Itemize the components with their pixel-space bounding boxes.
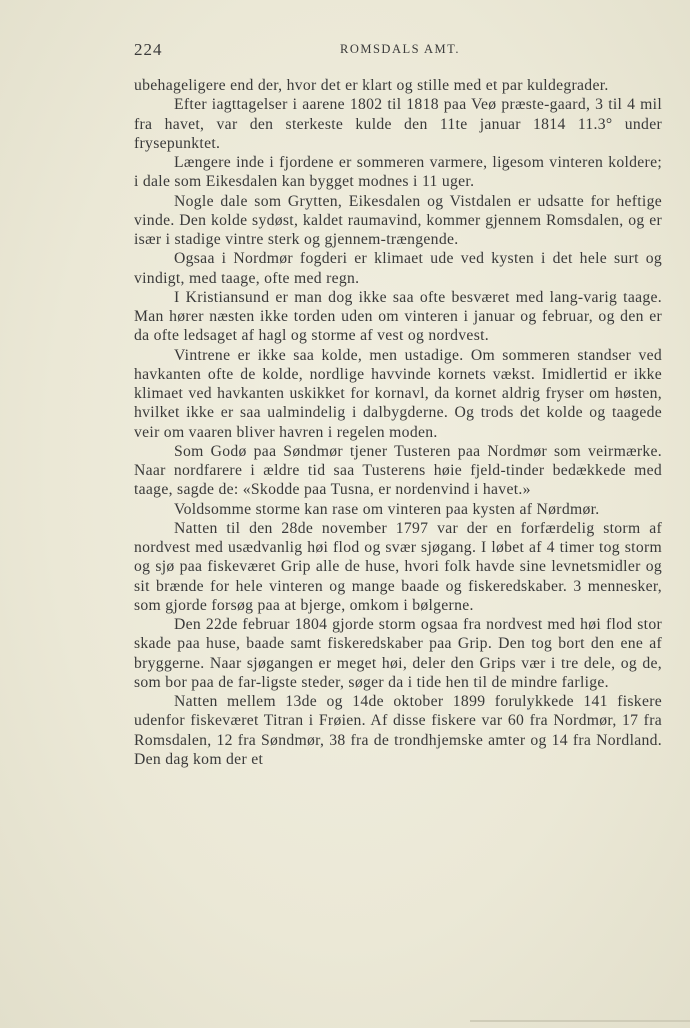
paragraph: Efter iagttagelser i aarene 1802 til 1818 paa Veø præste-gaard, 3 til 4 mil fra havet, var den sterkeste kulde den 11te januar 1814 11.3° under frysepunktet. bbox=[134, 96, 662, 152]
paragraph: Længere inde i fjordene er sommeren varmere, ligesom vinteren koldere; i dale som Eikesdalen kan bygget modnes i 11 uger. bbox=[134, 154, 662, 191]
paragraph: Natten til den 28de november 1797 var der en forfærdelig storm af nordvest med usædvanlig høi flod og svær sjøgang. I løbet af 4 timer tog storm og sjø paa fiskeværet Grip alle de huse, hvori folk havde sine levnetsmidler og sit brænde for hele vinteren og mange baade og fiskeredskaber. 3 mennesker, som gjorde forsøg paa at bjerge, omkom i bølgerne. bbox=[134, 519, 662, 614]
paragraph: Ogsaa i Nordmør fogderi er klimaet ude ved kysten i det hele surt og vindigt, med taage, ofte med regn. bbox=[134, 250, 662, 287]
page-edge-rule bbox=[470, 1020, 690, 1022]
paragraph: Den 22de februar 1804 gjorde storm ogsaa fra nordvest med høi flod stor skade paa huse, baade samt fiskeredskaber paa Grip. Den tog bort den ene af bryggerne. Naar sjøgangen er meget høi, deler den Grips vær i tre dele, og de, som bor paa de far-ligste steder, søger da i tide hen til de mindre farlige. bbox=[134, 616, 662, 691]
paragraph: Voldsomme storme kan rase om vinteren paa kysten af Nørdmør. bbox=[174, 500, 600, 518]
paragraph: Natten mellem 13de og 14de oktober 1899 forulykkede 141 fiskere udenfor fiskeværet Titran i Frøien. Af disse fiskere var 60 fra Nordmør, 17 fra Romsdalen, 12 fra Søndmør, 38 fra de trondhjemske amter og 14 fra Nordland. Den dag kom der et bbox=[134, 693, 662, 768]
paragraph: I Kristiansund er man dog ikke saa ofte besværet med lang-varig taage. Man hører næsten ikke torden uden om vinteren i januar og februar, og den er da ofte ledsaget af hagl og storme af vest og nordvest. bbox=[134, 288, 662, 345]
running-head bbox=[134, 40, 662, 60]
page-number: 224 bbox=[134, 40, 163, 59]
paragraph: Nogle dale som Grytten, Eikesdalen og Vistdalen er udsatte for heftige vinde. Den kolde sydøst, kaldet raumavind, kommer gjennem Romsdalen, og er især i stadige vintre sterk og gjennem-trængende. bbox=[134, 192, 662, 248]
body-text bbox=[134, 76, 662, 769]
running-title: ROMSDALS AMT. bbox=[340, 42, 460, 56]
paragraph: ubehageligere end der, hvor det er klart og stille med et par kuldegrader. bbox=[134, 77, 609, 94]
paragraph: Vintrene er ikke saa kolde, men ustadige. Om sommeren standser ved havkanten ofte de kolde, nordlige havvinde kornets vækst. Imidlertid er ikke klimaet ved havkanten uskikket for kornavl, da kornet aldrig fryser om høsten, hvilket ikke er saa ualmindelig i dalbygderne. Og trods det kolde og taagede veir om vaaren bliver havren i regelen moden. bbox=[134, 346, 662, 441]
paragraph: Som Godø paa Søndmør tjener Tusteren paa Nordmør som veirmærke. Naar nordfarere i ældre tid saa Tusterens høie fjeld-tinder bedækkede med taage, sagde de: «Skodde paa Tusna, er nordenvind i havet.» bbox=[134, 442, 662, 499]
